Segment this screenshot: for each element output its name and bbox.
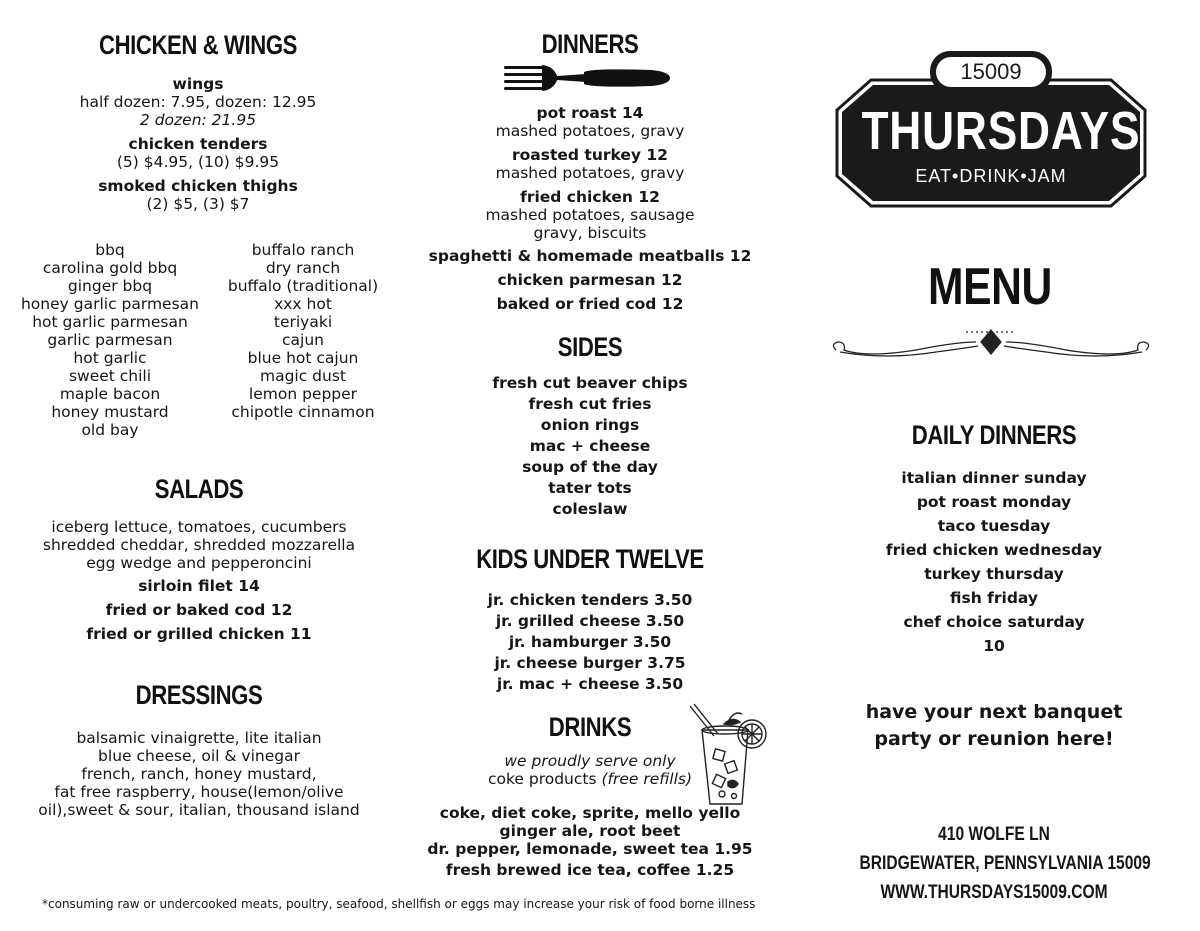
salad-item: sirloin filet 14 xyxy=(138,577,260,595)
wings-2dozen-price: 2 dozen: 21.95 xyxy=(139,111,257,129)
flavor-item: honey mustard xyxy=(51,403,169,421)
flourish-ornament xyxy=(826,322,1156,366)
dinner-description: gravy, biscuits xyxy=(533,224,647,242)
address-city: BRIDGEWATER, PENNSYLVANIA 15009 xyxy=(859,853,1151,874)
salad-description: shredded cheddar, shredded mozzarella xyxy=(42,536,356,554)
flavor-item: buffalo ranch xyxy=(251,241,355,259)
side-item: soup of the day xyxy=(522,458,658,476)
drink-line: ginger ale, root beet xyxy=(499,822,681,840)
wings-prices: half dozen: 7.95, dozen: 12.95 xyxy=(79,93,317,111)
daily-dinners-heading: DAILY DINNERS xyxy=(911,420,1077,450)
kids-item: jr. hamburger 3.50 xyxy=(508,633,672,651)
dinner-description: mashed potatoes, gravy xyxy=(495,122,685,140)
dinners-list xyxy=(420,104,760,316)
thighs-prices: (2) $5, (3) $7 xyxy=(146,195,250,213)
drink-line: fresh brewed ice tea, coffee 1.25 xyxy=(445,861,735,879)
banquet-promo xyxy=(840,699,1148,753)
menu-title: MENU xyxy=(928,258,1052,316)
banquet-line: have your next banquet xyxy=(865,701,1123,723)
dinners-heading: DINNERS xyxy=(541,29,639,59)
side-item: fresh cut beaver chips xyxy=(492,374,688,392)
flavor-item: magic dust xyxy=(259,367,346,385)
salad-description: egg wedge and pepperoncini xyxy=(86,554,312,572)
salad-item: fried or grilled chicken 11 xyxy=(86,625,312,643)
dressing-line: french, ranch, honey mustard, xyxy=(81,765,317,783)
dressing-line: balsamic vinaigrette, lite italian xyxy=(76,729,322,747)
drink-line: dr. pepper, lemonade, sweet tea 1.95 xyxy=(427,840,753,858)
dressings-heading: DRESSINGS xyxy=(135,680,263,710)
drinks-list xyxy=(420,804,760,882)
dressing-line: oil),sweet & sour, italian, thousand island xyxy=(38,801,360,819)
flavors-left-list xyxy=(10,241,210,439)
drink-glass-icon xyxy=(684,700,770,812)
dinner-item: fried chicken 12 xyxy=(520,188,660,206)
dinner-description: mashed potatoes, gravy xyxy=(495,164,685,182)
daily-item: chef choice saturday xyxy=(903,613,1085,631)
flavor-item: blue hot cajun xyxy=(247,349,359,367)
dressings-section xyxy=(18,680,380,819)
flavor-item: chipotle cinnamon xyxy=(231,403,375,421)
dressing-line: blue cheese, oil & vinegar xyxy=(98,747,300,765)
daily-item: fried chicken wednesday xyxy=(885,541,1103,559)
kids-item: jr. chicken tenders 3.50 xyxy=(487,591,693,609)
menu-title-block xyxy=(840,258,1140,316)
kids-section xyxy=(420,544,760,695)
flavor-item: garlic parmesan xyxy=(47,331,173,349)
tenders-label: chicken tenders xyxy=(128,135,268,153)
flavor-item: ginger bbq xyxy=(67,277,153,295)
chicken-wings-heading: CHICKEN & WINGS xyxy=(98,30,298,60)
salad-item: fried or baked cod 12 xyxy=(105,601,293,619)
kids-item: jr. cheese burger 3.75 xyxy=(494,654,686,672)
flavor-item: xxx hot xyxy=(274,295,332,313)
dinner-item: spaghetti & homemade meatballs 12 xyxy=(428,247,752,265)
dinner-description: mashed potatoes, sausage xyxy=(485,206,695,224)
salads-heading: SALADS xyxy=(154,474,244,504)
drinks-note-refills: (free refills) xyxy=(601,770,693,788)
salad-description: iceberg lettuce, tomatoes, cucumbers xyxy=(51,518,347,536)
flavor-item: old bay xyxy=(81,421,139,439)
flavor-item: buffalo (traditional) xyxy=(227,277,379,295)
logo-tagline: EAT•DRINK•JAM xyxy=(915,166,1067,186)
flavor-item: dry ranch xyxy=(265,259,341,277)
flavors-right-list xyxy=(203,241,403,421)
kids-item: jr. grilled cheese 3.50 xyxy=(495,612,685,630)
dinners-section xyxy=(420,29,760,63)
sides-section xyxy=(420,332,760,520)
daily-item: italian dinner sunday xyxy=(901,469,1087,487)
dinner-item: pot roast 14 xyxy=(536,104,644,122)
flavor-item: bbq xyxy=(95,241,125,259)
flavor-item: lemon pepper xyxy=(248,385,358,403)
daily-item: fish friday xyxy=(949,589,1039,607)
dinner-item: roasted turkey 12 xyxy=(512,146,668,164)
address-street: 410 WOLFE LN xyxy=(938,824,1050,845)
drinks-note-products: coke products xyxy=(487,770,602,788)
wings-label: wings xyxy=(172,75,224,93)
side-item: fresh cut fries xyxy=(528,395,652,413)
salads-section xyxy=(18,474,380,646)
side-item: coleslaw xyxy=(552,500,628,518)
flavor-item: sweet chili xyxy=(68,367,152,385)
daily-item: pot roast monday xyxy=(916,493,1072,511)
daily-item: taco tuesday xyxy=(937,517,1051,535)
flavor-item: maple bacon xyxy=(59,385,161,403)
side-item: onion rings xyxy=(540,416,640,434)
drink-line: coke, diet coke, sprite, mello yello xyxy=(439,804,741,822)
chicken-wings-section xyxy=(18,0,378,213)
flavor-item: honey garlic parmesan xyxy=(20,295,199,313)
dinner-item: baked or fried cod 12 xyxy=(496,295,684,313)
daily-item: turkey thursday xyxy=(924,565,1064,583)
side-item: tater tots xyxy=(548,479,632,497)
flavor-item: carolina gold bbq xyxy=(42,259,178,277)
dinner-item: chicken parmesan 12 xyxy=(497,271,683,289)
kids-item: jr. mac + cheese 3.50 xyxy=(496,675,684,693)
daily-price: 10 xyxy=(983,637,1005,655)
drinks-heading: DRINKS xyxy=(548,712,632,742)
kids-heading: KIDS UNDER TWELVE xyxy=(476,544,704,574)
daily-dinners-section xyxy=(840,420,1148,658)
sides-heading: SIDES xyxy=(557,332,623,362)
website-link[interactable]: WWW.THURSDAYS15009.COM xyxy=(880,882,1108,903)
logo-number: 15009 xyxy=(960,59,1022,84)
logo-name: THURSDAYS xyxy=(861,101,1141,161)
address-block xyxy=(830,820,1158,907)
side-item: mac + cheese xyxy=(529,437,651,455)
flavor-item: cajun xyxy=(282,331,324,349)
logo xyxy=(833,48,1149,234)
thighs-label: smoked chicken thighs xyxy=(98,177,298,195)
tenders-prices: (5) $4.95, (10) $9.95 xyxy=(116,153,280,171)
flavor-item: teriyaki xyxy=(273,313,333,331)
footnote: *consuming raw or undercooked meats, poultry, seafood, shellfish or eggs may increase your risk of food borne illness xyxy=(42,897,756,911)
dressing-line: fat free raspberry, house(lemon/olive xyxy=(54,783,344,801)
drinks-note: we proudly serve only xyxy=(504,752,676,770)
fork-icon xyxy=(502,62,672,96)
flavor-item: hot garlic xyxy=(73,349,147,367)
flavor-item: hot garlic parmesan xyxy=(32,313,188,331)
banquet-line: party or reunion here! xyxy=(874,728,1114,750)
